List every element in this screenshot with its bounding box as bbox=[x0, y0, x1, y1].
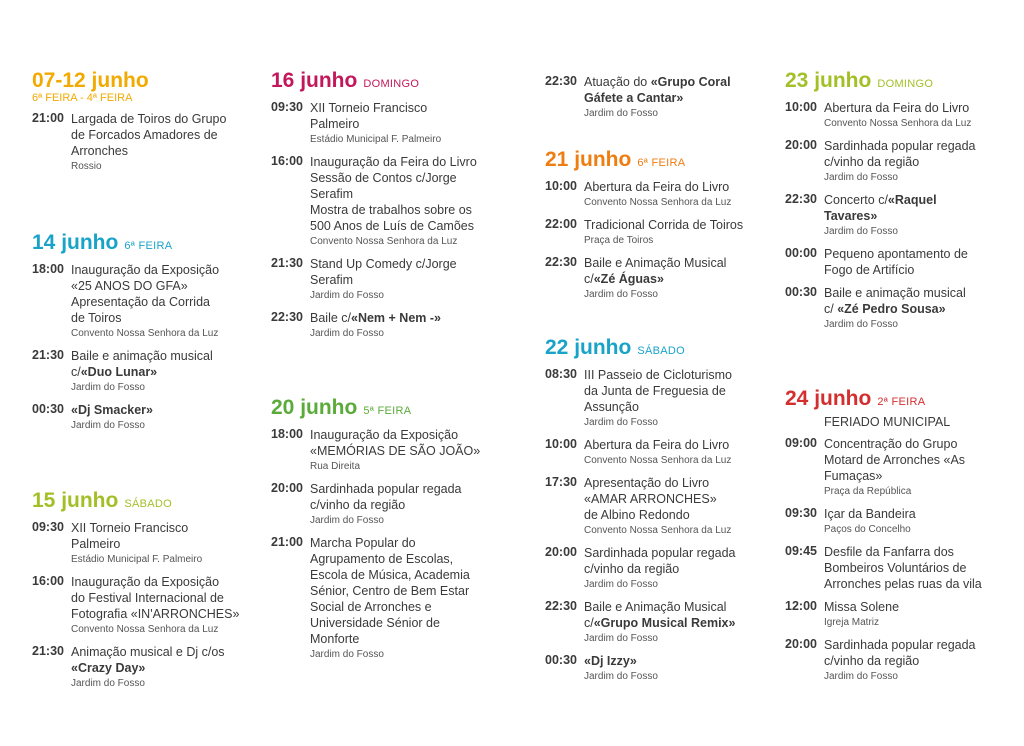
event-text-line: Inauguração da Exposição bbox=[310, 428, 459, 442]
day-note: FERIADO MUNICIPAL bbox=[824, 415, 951, 429]
event-body bbox=[584, 653, 770, 684]
event-body bbox=[824, 599, 1000, 630]
event-body bbox=[71, 574, 257, 637]
event-location: Praça da República bbox=[824, 486, 912, 497]
event-time: 00:00 bbox=[785, 246, 817, 260]
event-location: Jardim do Fosso bbox=[310, 515, 384, 526]
event-item bbox=[785, 599, 1000, 630]
event-item bbox=[545, 599, 770, 646]
event-text-line: «AMAR ARRONCHES» bbox=[584, 492, 717, 506]
event-highlight: «Nem + Nem -» bbox=[351, 311, 441, 325]
event-text-line: c/«Duo Lunar» bbox=[71, 365, 158, 379]
event-highlight: «Dj Izzy» bbox=[584, 654, 637, 668]
event-body bbox=[824, 544, 1000, 592]
event-text-line: Universidade Sénior de bbox=[310, 616, 440, 630]
day-block bbox=[785, 70, 1000, 332]
event-text-line: da Junta de Freguesia de bbox=[584, 384, 726, 398]
day-weekday: SÁBADO bbox=[637, 345, 685, 357]
event-text-line: c/ «Zé Pedro Sousa» bbox=[824, 302, 946, 316]
event-time: 09:00 bbox=[785, 436, 817, 450]
event-text-line: Arronches bbox=[71, 144, 128, 158]
event-item bbox=[545, 255, 770, 302]
event-time: 10:00 bbox=[545, 179, 577, 193]
event-item bbox=[785, 100, 1000, 131]
event-body bbox=[310, 100, 496, 147]
event-body bbox=[824, 100, 1000, 131]
event-item bbox=[32, 402, 257, 433]
day-block bbox=[271, 397, 496, 662]
event-highlight: «Grupo Coral bbox=[650, 75, 731, 89]
event-text-line: Inauguração da Exposição bbox=[71, 263, 220, 277]
day-block bbox=[32, 490, 257, 691]
event-location: Convento Nossa Senhora da Luz bbox=[584, 197, 732, 208]
event-text-line: Assunção bbox=[584, 400, 639, 414]
event-item bbox=[785, 506, 1000, 537]
event-text-line: Sardinhada popular regada bbox=[584, 546, 736, 560]
event-text-line: Fumaças» bbox=[824, 469, 883, 483]
event-text-line: Atuação do «Grupo Coral bbox=[584, 75, 731, 89]
event-text-line: Baile c/«Nem + Nem -» bbox=[310, 311, 441, 325]
event-body bbox=[824, 246, 1000, 278]
event-item bbox=[785, 192, 1000, 239]
event-location: Jardim do Fosso bbox=[71, 420, 145, 431]
event-text-line bbox=[584, 90, 770, 106]
event-item bbox=[271, 154, 496, 249]
event-location: Jardim do Fosso bbox=[310, 328, 384, 339]
day-block bbox=[545, 149, 770, 302]
event-text-line: Desfile da Fanfarra dos bbox=[824, 545, 954, 559]
day-weekday: 5ª FEIRA bbox=[363, 405, 412, 417]
event-item bbox=[32, 644, 257, 691]
event-highlight: «Grupo Musical Remix» bbox=[593, 616, 736, 630]
event-item bbox=[545, 367, 770, 430]
event-time: 00:30 bbox=[545, 653, 577, 667]
event-time: 00:30 bbox=[785, 285, 817, 299]
day-header bbox=[545, 149, 770, 170]
event-body bbox=[71, 644, 257, 691]
event-body bbox=[310, 310, 496, 341]
event-text-line: Fotografia «IN'ARRONCHES» bbox=[71, 607, 240, 621]
event-body bbox=[824, 436, 1000, 499]
event-text-line: Inauguração da Feira do Livro bbox=[310, 155, 477, 169]
event-item bbox=[271, 310, 496, 341]
event-highlight: «Zé Pedro Sousa» bbox=[837, 302, 946, 316]
event-text-line: «25 ANOS DO GFA» bbox=[71, 279, 188, 293]
event-body bbox=[824, 285, 1000, 332]
event-body bbox=[584, 475, 770, 538]
event-text-line: Fogo de Artifício bbox=[824, 263, 915, 277]
event-time: 09:45 bbox=[785, 544, 817, 558]
event-text-line: Baile e animação musical bbox=[824, 286, 966, 300]
event-item bbox=[32, 348, 257, 395]
day-title: 07-12 junho bbox=[32, 69, 149, 92]
day-title: 23 junho bbox=[785, 69, 872, 92]
event-text-line: Abertura da Feira do Livro bbox=[584, 180, 730, 194]
day-weekday: DOMINGO bbox=[877, 78, 934, 90]
event-body bbox=[584, 437, 770, 468]
event-location: Jardim do Fosso bbox=[584, 579, 658, 590]
event-text-line: Sardinhada popular regada bbox=[824, 139, 976, 153]
event-text-line: do Festival Internacional de bbox=[71, 591, 224, 605]
event-body bbox=[824, 192, 1000, 239]
event-body bbox=[584, 74, 770, 121]
event-body bbox=[584, 599, 770, 646]
day-header bbox=[545, 337, 770, 358]
event-text-line: 500 Anos de Luís de Camões bbox=[310, 219, 475, 233]
event-time: 09:30 bbox=[785, 506, 817, 520]
event-body bbox=[71, 111, 257, 174]
event-body bbox=[310, 427, 496, 474]
event-time: 22:30 bbox=[545, 74, 577, 88]
event-location: Jardim do Fosso bbox=[310, 649, 384, 660]
event-text-line: de Albino Redondo bbox=[584, 508, 690, 522]
event-time: 12:00 bbox=[785, 599, 817, 613]
event-location: Jardim do Fosso bbox=[584, 671, 658, 682]
event-text-line: Animação musical e Dj c/os bbox=[71, 645, 225, 659]
day-block bbox=[545, 337, 770, 684]
day-header bbox=[32, 490, 257, 511]
event-body bbox=[584, 545, 770, 592]
event-text-line: c/vinho da região bbox=[310, 498, 406, 512]
event-text-line: Abertura da Feira do Livro bbox=[824, 101, 970, 115]
event-highlight: «Crazy Day» bbox=[71, 661, 146, 675]
day-header bbox=[785, 388, 1000, 409]
event-item bbox=[785, 436, 1000, 499]
event-location: Estádio Municipal F. Palmeiro bbox=[71, 554, 203, 565]
event-location: Rua Direita bbox=[310, 461, 361, 472]
event-time: 21:30 bbox=[271, 256, 303, 270]
event-time: 22:30 bbox=[785, 192, 817, 206]
day-title: 21 junho bbox=[545, 148, 632, 171]
event-item bbox=[271, 256, 496, 303]
event-location: Jardim do Fosso bbox=[584, 289, 658, 300]
event-time: 08:30 bbox=[545, 367, 577, 381]
event-time: 20:00 bbox=[271, 481, 303, 495]
event-item bbox=[785, 637, 1000, 684]
event-body bbox=[71, 262, 257, 341]
event-text-line: Largada de Toiros do Grupo bbox=[71, 112, 227, 126]
event-item bbox=[32, 574, 257, 637]
event-location: Jardim do Fosso bbox=[824, 671, 898, 682]
day-title: 15 junho bbox=[32, 489, 119, 512]
event-location: Igreja Matriz bbox=[824, 617, 880, 628]
event-body bbox=[310, 256, 496, 303]
day-title: 14 junho bbox=[32, 231, 119, 254]
event-time: 22:00 bbox=[545, 217, 577, 231]
event-location: Jardim do Fosso bbox=[824, 319, 898, 330]
event-text-line: III Passeio de Cicloturismo bbox=[584, 368, 732, 382]
event-text-line: de Toiros bbox=[71, 311, 122, 325]
event-time: 22:30 bbox=[545, 255, 577, 269]
day-block bbox=[545, 74, 770, 121]
event-location: Convento Nossa Senhora da Luz bbox=[310, 236, 458, 247]
day-title: 20 junho bbox=[271, 396, 358, 419]
day-title: 16 junho bbox=[271, 69, 358, 92]
event-text-line: Social de Arronches e bbox=[310, 600, 432, 614]
event-text-line: c/vinho da região bbox=[824, 654, 920, 668]
event-time: 10:00 bbox=[545, 437, 577, 451]
day-weekday: 6ª FEIRA bbox=[124, 240, 173, 252]
event-time: 20:00 bbox=[785, 138, 817, 152]
event-text-line bbox=[71, 402, 257, 418]
event-location: Jardim do Fosso bbox=[71, 678, 145, 689]
event-time: 17:30 bbox=[545, 475, 577, 489]
event-body bbox=[584, 217, 770, 248]
event-item bbox=[545, 74, 770, 121]
event-text-line bbox=[584, 653, 770, 669]
event-text-line: Marcha Popular do bbox=[310, 536, 416, 550]
event-text-line: de Forcados Amadores de bbox=[71, 128, 218, 142]
event-time: 00:30 bbox=[32, 402, 64, 416]
event-text-line: Agrupamento de Escolas, bbox=[310, 552, 454, 566]
event-location: Jardim do Fosso bbox=[584, 633, 658, 644]
event-text-line: Motard de Arronches «As bbox=[824, 453, 966, 467]
event-body bbox=[824, 637, 1000, 684]
event-item bbox=[545, 217, 770, 248]
event-highlight: «Zé Águas» bbox=[593, 272, 664, 286]
event-body bbox=[584, 367, 770, 430]
event-item bbox=[271, 535, 496, 662]
event-body bbox=[584, 179, 770, 210]
event-item bbox=[785, 138, 1000, 185]
event-text-line: Baile e Animação Musical bbox=[584, 600, 727, 614]
day-block bbox=[785, 388, 1000, 684]
event-highlight: «Duo Lunar» bbox=[80, 365, 158, 379]
event-text-line: Monforte bbox=[310, 632, 360, 646]
event-text-line: Concentração do Grupo bbox=[824, 437, 958, 451]
event-item bbox=[271, 481, 496, 528]
event-time: 09:30 bbox=[271, 100, 303, 114]
event-location: Rossio bbox=[71, 161, 102, 172]
event-time: 21:00 bbox=[32, 111, 64, 125]
event-text-line: Palmeiro bbox=[310, 117, 360, 131]
event-item bbox=[32, 111, 257, 174]
event-location: Convento Nossa Senhora da Luz bbox=[584, 455, 732, 466]
event-item bbox=[32, 520, 257, 567]
event-text-line: Stand Up Comedy c/Jorge bbox=[310, 257, 457, 271]
event-time: 21:30 bbox=[32, 348, 64, 362]
event-text-line: Apresentação da Corrida bbox=[71, 295, 210, 309]
day-weekday: 2ª FEIRA bbox=[877, 396, 926, 408]
event-text-line: Tradicional Corrida de Toiros bbox=[584, 218, 744, 232]
day-header bbox=[271, 397, 496, 418]
event-item bbox=[785, 285, 1000, 332]
event-highlight: «Dj Smacker» bbox=[71, 403, 154, 417]
day-title: 24 junho bbox=[785, 387, 872, 410]
event-body bbox=[310, 154, 496, 249]
day-weekday: SÁBADO bbox=[124, 498, 172, 510]
event-location: Jardim do Fosso bbox=[71, 382, 145, 393]
day-weekday: DOMINGO bbox=[363, 78, 420, 90]
event-text-line: Sénior, Centro de Bem Estar bbox=[310, 584, 470, 598]
event-body bbox=[71, 348, 257, 395]
event-body bbox=[310, 535, 496, 662]
event-time: 22:30 bbox=[545, 599, 577, 613]
event-location: Jardim do Fosso bbox=[824, 226, 898, 237]
event-item bbox=[785, 246, 1000, 278]
event-body bbox=[310, 481, 496, 528]
event-text-line: Içar da Bandeira bbox=[824, 507, 916, 521]
event-text-line: Baile e animação musical bbox=[71, 349, 213, 363]
day-header bbox=[32, 232, 257, 253]
event-highlight: «Raquel bbox=[887, 193, 937, 207]
event-body bbox=[71, 520, 257, 567]
event-highlight: Tavares» bbox=[824, 209, 878, 223]
event-time: 18:00 bbox=[271, 427, 303, 441]
event-time: 18:00 bbox=[32, 262, 64, 276]
event-text-line: Bombeiros Voluntários de bbox=[824, 561, 967, 575]
event-body bbox=[584, 255, 770, 302]
day-title: 22 junho bbox=[545, 336, 632, 359]
event-text-line: Sardinhada popular regada bbox=[310, 482, 462, 496]
event-text-line: Serafim bbox=[310, 273, 354, 287]
event-location: Jardim do Fosso bbox=[584, 108, 658, 119]
event-text-line: Inauguração da Exposição bbox=[71, 575, 220, 589]
event-item bbox=[545, 653, 770, 684]
event-location: Jardim do Fosso bbox=[824, 172, 898, 183]
event-text-line: c/vinho da região bbox=[824, 155, 920, 169]
day-block bbox=[32, 232, 257, 433]
event-location: Convento Nossa Senhora da Luz bbox=[584, 525, 732, 536]
event-item bbox=[785, 544, 1000, 592]
day-weekday: 6ª FEIRA bbox=[637, 157, 686, 169]
event-body bbox=[824, 506, 1000, 537]
event-location: Convento Nossa Senhora da Luz bbox=[824, 118, 972, 129]
event-body bbox=[824, 138, 1000, 185]
event-time: 20:00 bbox=[785, 637, 817, 651]
event-location: Jardim do Fosso bbox=[584, 417, 658, 428]
day-subtitle: 6ª FEIRA - 4ª FEIRA bbox=[32, 92, 133, 104]
event-text-line: Baile e Animação Musical bbox=[584, 256, 727, 270]
event-text-line: Concerto c/«Raquel bbox=[824, 193, 937, 207]
event-text-line: Abertura da Feira do Livro bbox=[584, 438, 730, 452]
event-item bbox=[271, 427, 496, 474]
event-item bbox=[545, 437, 770, 468]
event-text-line: «MEMÓRIAS DE SÃO JOÃO» bbox=[310, 444, 481, 458]
event-text-line: Pequeno apontamento de bbox=[824, 247, 968, 261]
event-time: 09:30 bbox=[32, 520, 64, 534]
event-item bbox=[545, 475, 770, 538]
event-location: Paços do Concelho bbox=[824, 524, 911, 535]
event-text-line bbox=[824, 208, 1000, 224]
day-header bbox=[32, 70, 257, 104]
event-item bbox=[271, 100, 496, 147]
event-time: 16:00 bbox=[32, 574, 64, 588]
event-item bbox=[32, 262, 257, 341]
event-time: 10:00 bbox=[785, 100, 817, 114]
event-item bbox=[545, 545, 770, 592]
event-text-line: XII Torneio Francisco bbox=[310, 101, 428, 115]
event-time: 16:00 bbox=[271, 154, 303, 168]
event-text-line: Sessão de Contos c/Jorge bbox=[310, 171, 457, 185]
day-block bbox=[32, 70, 257, 174]
event-text-line: c/vinho da região bbox=[584, 562, 680, 576]
day-header bbox=[271, 70, 496, 91]
event-text-line: Palmeiro bbox=[71, 537, 121, 551]
event-time: 20:00 bbox=[545, 545, 577, 559]
event-text-line: c/«Zé Águas» bbox=[584, 272, 664, 286]
day-header bbox=[785, 70, 1000, 91]
event-location: Convento Nossa Senhora da Luz bbox=[71, 624, 219, 635]
event-text-line: Sardinhada popular regada bbox=[824, 638, 976, 652]
event-text-line: Apresentação do Livro bbox=[584, 476, 710, 490]
event-text-line bbox=[71, 660, 257, 676]
event-text-line: c/«Grupo Musical Remix» bbox=[584, 616, 736, 630]
event-text-line: Missa Solene bbox=[824, 600, 900, 614]
event-item bbox=[545, 179, 770, 210]
event-location: Estádio Municipal F. Palmeiro bbox=[310, 134, 442, 145]
event-text-line: Arronches pelas ruas da vila bbox=[824, 577, 982, 591]
event-text-line: Escola de Música, Academia bbox=[310, 568, 470, 582]
event-location: Convento Nossa Senhora da Luz bbox=[71, 328, 219, 339]
day-block bbox=[271, 70, 496, 341]
event-time: 21:00 bbox=[271, 535, 303, 549]
event-location: Praça de Toiros bbox=[584, 235, 654, 246]
event-time: 22:30 bbox=[271, 310, 303, 324]
event-text-line: Mostra de trabalhos sobre os bbox=[310, 203, 472, 217]
event-highlight: Gáfete a Cantar» bbox=[584, 91, 684, 105]
event-text-line: Serafim bbox=[310, 187, 354, 201]
event-time: 21:30 bbox=[32, 644, 64, 658]
event-location: Jardim do Fosso bbox=[310, 290, 384, 301]
event-text-line: XII Torneio Francisco bbox=[71, 521, 189, 535]
event-body bbox=[71, 402, 257, 433]
